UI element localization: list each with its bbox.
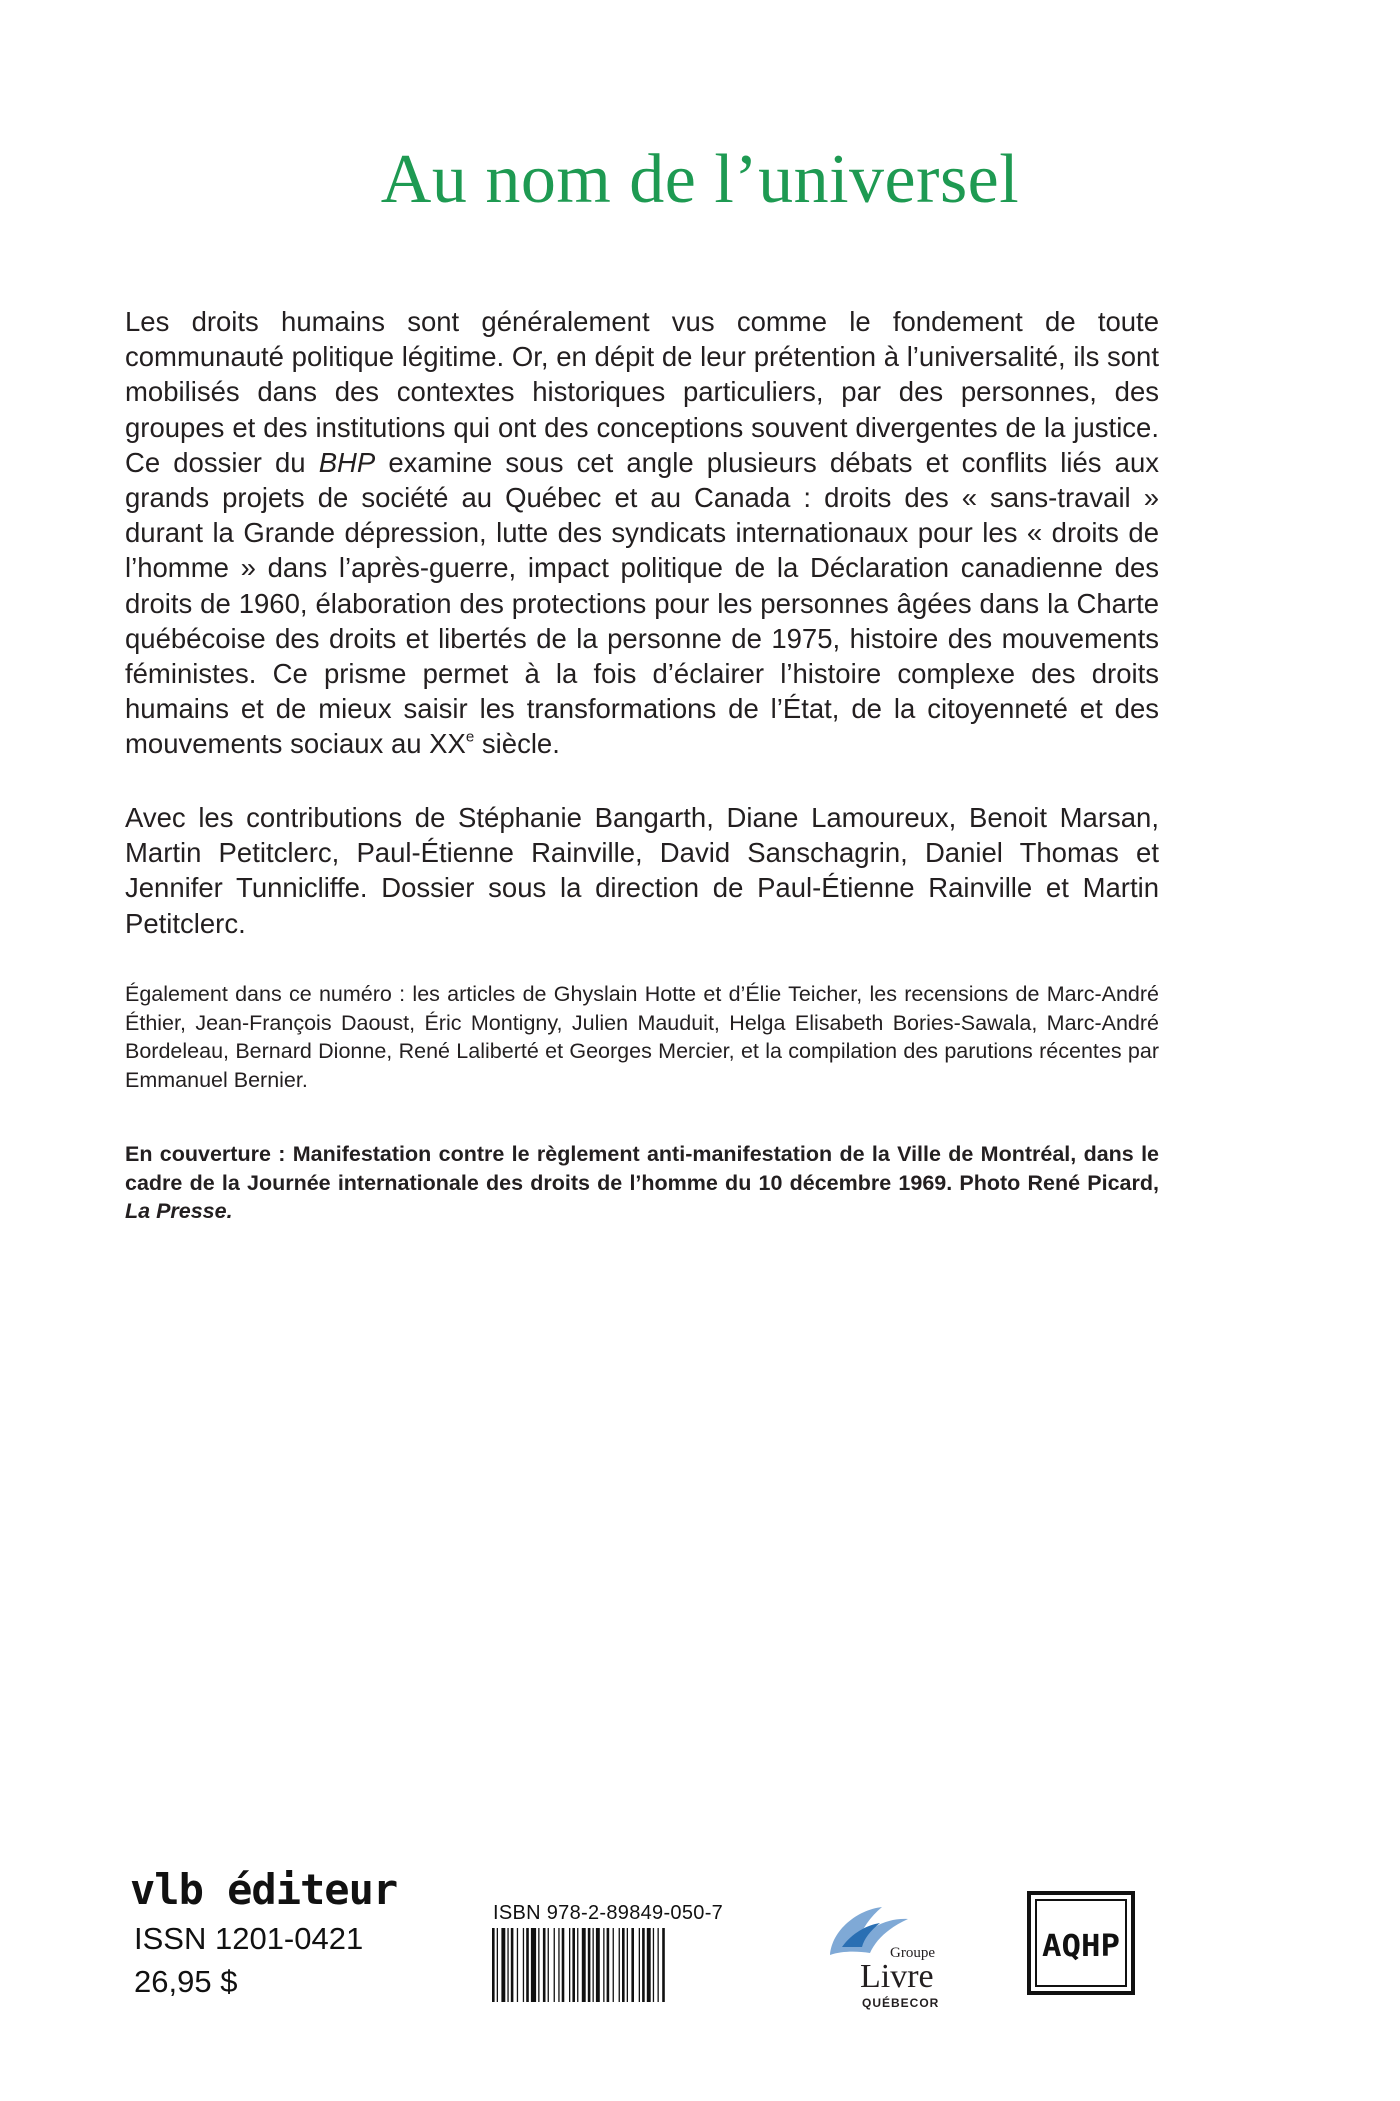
page-title: Au nom de l’universel (380, 141, 1020, 218)
barcode-bar (543, 1928, 546, 2002)
barcode-bar (596, 1928, 600, 2002)
barcode-bar (501, 1928, 505, 2002)
group-logo-line2: Livre (860, 1958, 934, 1995)
summary-part-3: siècle. (474, 728, 560, 760)
aqhp-logo-text: AQHP (1042, 1929, 1120, 1964)
cover-credit-paragraph (125, 1140, 1159, 1226)
summary-paragraph (125, 304, 1159, 762)
barcode-bar (603, 1928, 604, 2002)
barcode-bar (642, 1928, 645, 2002)
barcode-bar (562, 1928, 565, 2002)
barcode-bar (627, 1928, 628, 2002)
barcode-bar (538, 1928, 539, 2002)
barcode-bar (558, 1928, 559, 2002)
group-livre-logo (812, 1885, 962, 2015)
barcode-bar (658, 1928, 659, 2002)
barcode-bar (622, 1928, 625, 2002)
barcode-bar (639, 1928, 640, 2002)
group-logo-line1: Groupe (890, 1945, 935, 1961)
barcode-bar (619, 1928, 620, 2002)
publisher-logo: vlb éditeur (130, 1865, 398, 1914)
barcode-bar (548, 1928, 549, 2002)
journal-abbreviation: BHP (318, 446, 376, 478)
barcode-bar (507, 1928, 508, 2002)
barcode-bar (662, 1928, 665, 2002)
isbn-label: ISBN 978-2-89849-050-7 (493, 1902, 724, 1924)
barcode-bar (511, 1928, 514, 2002)
barcode-bar (607, 1928, 610, 2002)
summary-part-2: examine sous cet angle plusieurs débats et conflits liés aux grands projets de société au Québec et au Canada : droits des « sans-travail » durant la Grande dépression, lutte des syndicats internationaux pour les « droits de l’homme » dans l’après-guerre, impact politique de la Déclaration canadienne des droits de 1960, élaboration des protections pour les personnes âgées dans la Charte québécoise des droits et libertés de la personne de 1975, histoire des mouvements féministes. Ce prisme permet à la fois d’éclairer l’histoire complexe des droits humains et de mieux saisir les transformations de l’État, de la citoyenneté et des mouvements sociaux au XX (125, 446, 1159, 760)
summary-part-1: Les droits humains sont généralement vus comme le fondement de toute communauté politique légitime. Or, en dépit de leur prétention à l’universalité, ils sont mobilisés dans des contextes historiques particuliers, par des personnes, des groupes et des institutions qui ont des conceptions souvent divergentes de la justice. Ce dossier du (125, 306, 1159, 478)
barcode-bar (653, 1928, 654, 2002)
cover-credit-text: En couverture : Manifestation contre le règlement anti-manifestation de la Ville de Montréal, dans le cadre de la Journée internationale des droits de l’homme du 10 décembre 1969. Photo René Picard, (125, 1142, 1159, 1195)
barcode-bar (593, 1928, 594, 2002)
barcode-bar (647, 1928, 651, 2002)
barcode-bar (492, 1928, 495, 2002)
barcode-bar (554, 1928, 555, 2002)
aqhp-logo (1026, 1890, 1136, 1996)
barcode-bar (523, 1928, 524, 2002)
barcode-bar (526, 1928, 529, 2002)
barcode-bar (582, 1928, 586, 2002)
barcode-bar (517, 1928, 518, 2002)
century-superscript: e (465, 729, 475, 747)
barcode-icon (490, 1928, 752, 2002)
barcode-bar (531, 1928, 536, 2002)
group-logo-line3: QUÉBECOR (862, 1996, 940, 2010)
issn-label: ISSN 1201-0421 (134, 1921, 364, 1956)
also-in-issue-paragraph: Également dans ce numéro : les articles de Ghyslain Hotte et d’Élie Teicher, les recensions de Marc-André Éthier, Jean-François Daoust, Éric Montigny, Julien Mauduit, Helga Elisabeth Bories-Sawala, Marc-André Bordeleau, Bernard Dionne, René Laliberté et Georges Mercier, et la compilation des parutions récentes par Emmanuel Bernier. (125, 982, 1159, 1092)
barcode-bar (577, 1928, 578, 2002)
barcode-bar (613, 1928, 614, 2002)
barcode-bar (631, 1928, 634, 2002)
barcode-bar (588, 1928, 591, 2002)
price-label: 26,95 $ (134, 1964, 238, 1999)
cover-credit-source: La Presse. (125, 1199, 233, 1223)
barcode-bar (569, 1928, 570, 2002)
barcode-bar (497, 1928, 498, 2002)
barcode-bar (572, 1928, 575, 2002)
contributors-paragraph: Avec les contributions de Stéphanie Bangarth, Diane Lamoureux, Benoit Marsan, Martin Petitclerc, Paul-Étienne Rainville, David Sanschagrin, Daniel Thomas et Jennifer Tunnicliffe. Dossier sous la direction de Paul-Étienne Rainville et Martin Petitclerc. (125, 802, 1159, 939)
